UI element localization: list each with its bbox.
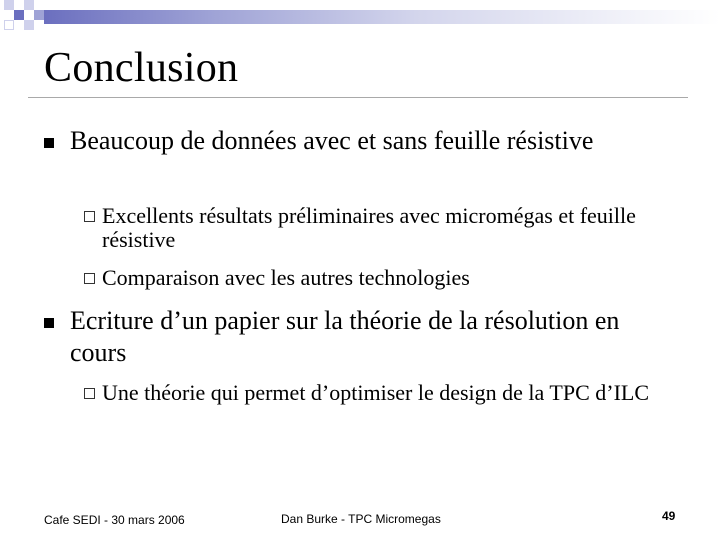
deco-square	[24, 20, 34, 30]
sub-bullet-text: Excellents résultats préliminaires avec micromégas et feuille résistive	[102, 203, 636, 252]
sub-bullet-text: Une théorie qui permet d’optimiser le design de la TPC d’ILC	[102, 380, 650, 405]
hollow-square-bullet-icon	[84, 388, 95, 399]
square-bullet-icon	[44, 138, 54, 148]
footer-author: Dan Burke - TPC Micromegas	[281, 512, 441, 526]
hollow-square-bullet-icon	[84, 211, 95, 222]
deco-square	[4, 20, 14, 30]
hollow-square-bullet-icon	[84, 273, 95, 284]
bullet-text: Beaucoup de données avec et sans feuille résistive	[70, 126, 594, 155]
page-number: 49	[662, 509, 676, 523]
header-gradient-strip	[44, 10, 720, 24]
slide-title: Conclusion	[44, 45, 239, 91]
square-bullet-icon	[44, 318, 54, 328]
title-divider	[28, 97, 688, 98]
deco-square	[4, 0, 14, 10]
sub-bullet-text: Comparaison avec les autres technologies	[102, 265, 470, 290]
deco-square	[34, 10, 44, 20]
bullet-text: Ecriture d’un papier sur la théorie de la résolution en cours	[70, 306, 620, 367]
footer-event: Cafe SEDI - 30 mars 2006	[44, 513, 185, 527]
deco-square	[14, 10, 24, 20]
deco-square	[24, 0, 34, 10]
